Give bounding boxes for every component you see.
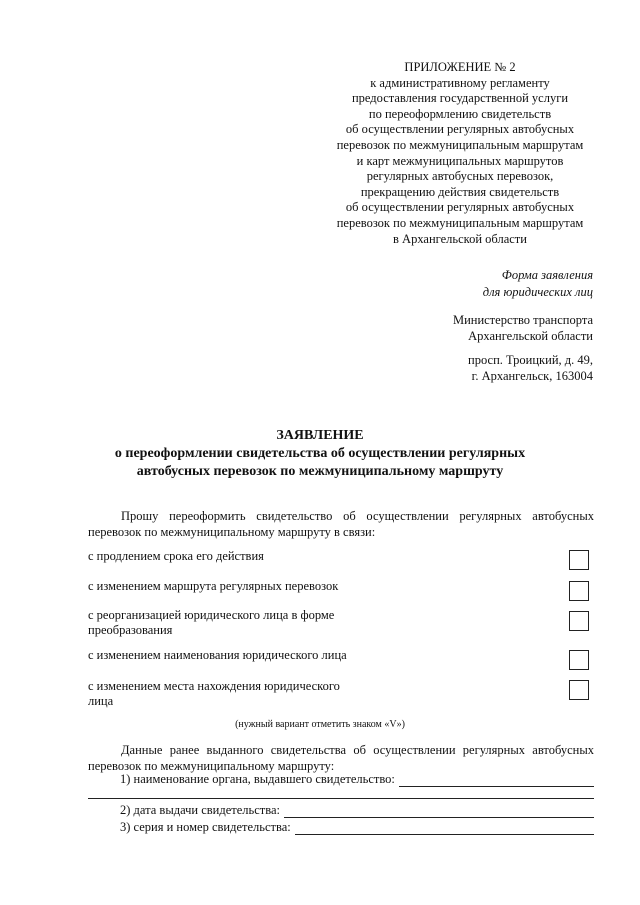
appendix-title: ПРИЛОЖЕНИЕ № 2 — [404, 60, 516, 74]
address-block — [468, 352, 593, 384]
appendix-line: к административному регламенту — [370, 75, 550, 90]
fill-line-continuation[interactable] — [88, 798, 594, 799]
field-label: 1) наименование органа, выдавшего свидетельство: — [120, 772, 395, 786]
request-line: перевозок по межмуниципальному маршруту в связи: — [88, 524, 376, 539]
fill-line[interactable] — [399, 774, 594, 787]
checkbox-route-change[interactable] — [569, 581, 589, 601]
recipient-line: Архангельской области — [468, 329, 593, 343]
option-label: с продлением срока его действия — [88, 549, 264, 563]
form-note-line: для юридических лиц — [482, 285, 593, 299]
option-extend-term — [88, 549, 388, 564]
option-location-change — [88, 679, 388, 709]
appendix-header — [320, 60, 600, 247]
option-label: с изменением маршрута регулярных перевозок — [88, 579, 339, 593]
checkbox-extend-term[interactable] — [569, 550, 589, 570]
title-heading: ЗАЯВЛЕНИЕ — [276, 428, 364, 443]
title-line: автобусных перевозок по межмуниципальному маршруту — [136, 464, 504, 479]
option-name-change — [88, 648, 388, 663]
option-label: преобразования — [88, 623, 173, 637]
checkbox-reorganization[interactable] — [569, 611, 589, 631]
selection-note: (нужный вариант отметить знаком «V») — [235, 719, 405, 730]
title-line: о переоформлении свидетельства об осуществлении регулярных — [114, 446, 526, 461]
form-note-line: Форма заявления — [501, 268, 593, 282]
previous-line: Данные ранее выданного свидетельства об осуществлении регулярных автобусных — [121, 743, 594, 757]
recipient-line: Министерство транспорта — [452, 313, 593, 327]
appendix-line: регулярных автобусных перевозок, — [366, 169, 554, 184]
appendix-line: об осуществлении регулярных автобусных — [345, 122, 575, 137]
document-title — [0, 427, 640, 481]
field-series-number[interactable] — [120, 820, 594, 835]
appendix-line: в Архангельской области — [393, 231, 527, 246]
previous-certificate-paragraph — [88, 743, 594, 774]
request-paragraph — [88, 509, 594, 540]
fill-line[interactable] — [284, 805, 594, 818]
option-reorganization — [88, 608, 388, 638]
request-line: Прошу переоформить свидетельство об осуществлении регулярных автобусных — [121, 509, 594, 523]
option-label: с изменением места нахождения юридического — [88, 679, 340, 693]
appendix-line: и карт межмуниципальных маршрутов — [356, 153, 564, 168]
form-type-note — [483, 267, 593, 301]
appendix-line: об осуществлении регулярных автобусных — [345, 200, 575, 215]
recipient-block — [453, 312, 593, 344]
option-label: лица — [88, 694, 114, 708]
appendix-line: прекращению действия свидетельств — [360, 184, 560, 199]
appendix-line: по переоформлению свидетельств — [368, 106, 552, 121]
appendix-line: перевозок по межмуниципальным маршрутам — [336, 215, 584, 230]
address-line: просп. Троицкий, д. 49, — [468, 353, 593, 367]
field-issuing-authority[interactable] — [120, 772, 594, 787]
option-label: с реорганизацией юридического лица в форме — [88, 608, 335, 622]
appendix-line: перевозок по межмуниципальным маршрутам — [336, 137, 584, 152]
appendix-line: предоставления государственной услуги — [351, 91, 569, 106]
checkbox-location-change[interactable] — [569, 680, 589, 700]
option-label: с изменением наименования юридического лица — [88, 648, 347, 662]
previous-line: перевозок по межмуниципальному маршруту: — [88, 758, 335, 773]
fill-line[interactable] — [295, 822, 594, 835]
option-route-change — [88, 579, 388, 594]
field-label: 3) серия и номер свидетельства: — [120, 820, 291, 834]
checkbox-name-change[interactable] — [569, 650, 589, 670]
address-line: г. Архангельск, 163004 — [471, 369, 593, 383]
field-label: 2) дата выдачи свидетельства: — [120, 803, 280, 817]
field-issue-date[interactable] — [120, 803, 594, 818]
